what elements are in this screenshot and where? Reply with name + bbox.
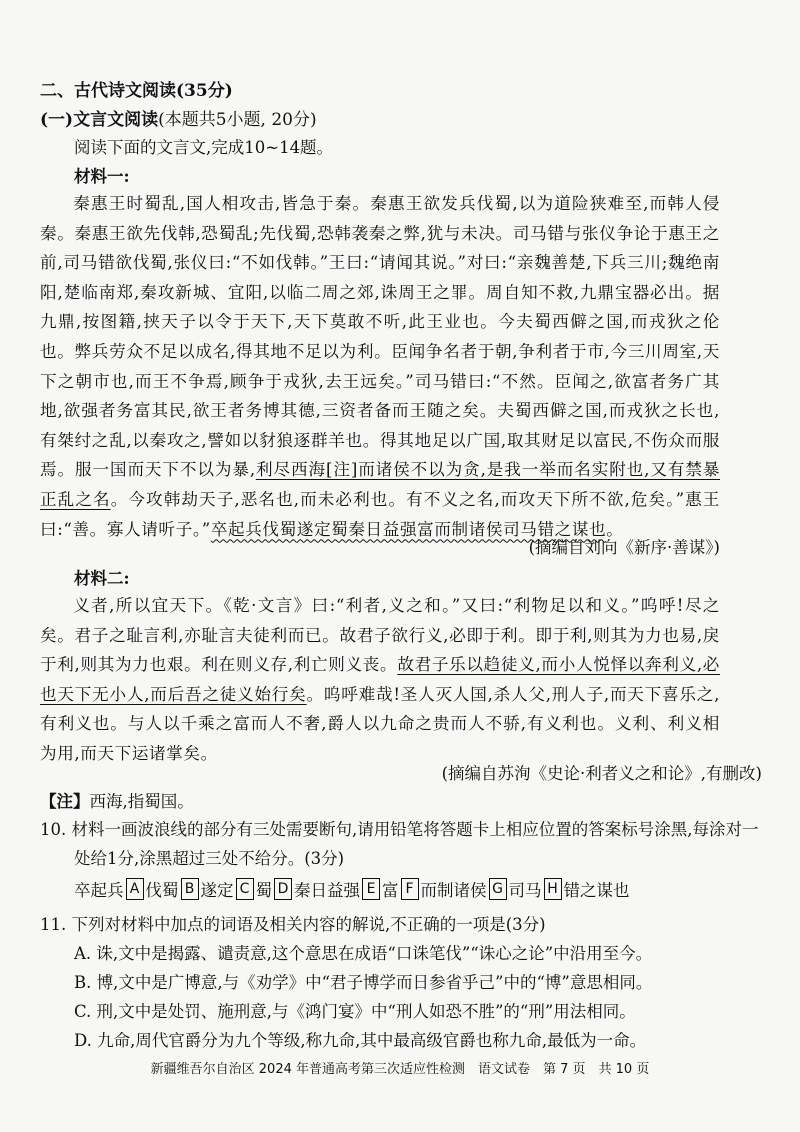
question-10-text: 10. 材料一画波浪线的部分有三处需要断句,请用铅笔将答题卡上相应位置的答案标号涂黑,每涂对一处给1分,涂黑超过三处不给分。(3分) xyxy=(40,820,759,868)
material1-text xyxy=(40,189,720,544)
material2-text-a: 义者,所以宜天下。《乾·文言》曰:“利者,义之和。”又曰:“利物足以和义。”呜呼!尽之矣。君子之耻言利,亦耻言夫徒利而已。故君子欲行义,必即于利。即于利,则其为力也易,戾于利,则其为力也艰。利在则义存,利亡则义丧。 xyxy=(40,596,720,675)
question-10 xyxy=(40,815,760,873)
footnote-label: 【注】 xyxy=(40,792,90,811)
question-11-option-c[interactable]: C. 刑,文中是处罚、施刑意,与《鸿门宴》中“刑人如恐不胜”的“刑”用法相同。 xyxy=(74,1002,636,1021)
answer-box-a[interactable]: A xyxy=(126,878,144,900)
segment-5: 秦日益强 xyxy=(294,881,360,900)
segment-4: 蜀 xyxy=(255,881,272,900)
footnote-text: 西海,指蜀国。 xyxy=(89,792,194,811)
segment-3: 遂定 xyxy=(200,881,234,900)
reading-instruction: 阅读下面的文言文,完成10~14题。 xyxy=(74,138,334,157)
question-11-text: 11. 下列对材料中加点的词语及相关内容的解说,不正确的一项是(3分) xyxy=(40,915,546,934)
material1-source: (摘编自刘向《新序·善谋》) xyxy=(528,538,720,557)
material1-text-a: 秦惠王时蜀乱,国人相攻击,皆急于秦。秦惠王欲发兵伐蜀,以为道险狭难至,而韩人侵秦。秦惠王欲先伐韩,恐蜀乱;先伐蜀,恐韩袭秦之弊,犹与未决。司马错与张仪争论于惠王之前,司马错欲伐蜀,张仪曰:“不如伐韩。”王曰:“请闻其说。”对曰:“亲魏善楚,下兵三川;魏绝南阳,楚临南郑,秦攻新城、宜阳,以临二周之郊,诛周王之罪。周自知不救,九鼎宝器必出。据九鼎,按图籍,挟天子以令于天下,天下莫敢不听,此王业也。今夫蜀西僻之国,而戎狄之伦也。弊兵劳众不足以成名,得其地不足以为利。臣闻争名者于朝,争利者于市,今三川周室,天下之朝市也,而王不争焉,顾争于戎狄,去王远矣。”司马错曰:“不然。臣闻之,欲富者务广其地,欲强者务富其民,欲王者务博其德,三资者备而王随之矣。夫蜀西僻之国,而戎狄之长也,有桀纣之乱,以秦攻之,譬如以豺狼逐群羊也。得其地足以广国,取其财足以富民,不伤众而服焉。服一国而天下不以为暴, xyxy=(40,194,720,480)
segment-6: 富 xyxy=(382,881,399,900)
segment-2: 伐蜀 xyxy=(145,881,179,900)
answer-box-h[interactable]: H xyxy=(544,878,562,900)
subsection-title xyxy=(40,105,317,130)
subsection-title-score: (本题共5小题, 20分) xyxy=(158,110,317,130)
page-footer: 新疆维吾尔自治区 2024 年普通高考第三次适应性检测 语文试卷 第 7 页 共 10 页 xyxy=(150,1062,650,1077)
answer-box-f[interactable]: F xyxy=(401,878,419,900)
footnote xyxy=(40,788,194,812)
material1-underlined: 利尽西海[注]而诸侯不以为贪,是我一举而名实附也,又有禁暴正乱之名 xyxy=(40,460,720,509)
material2-source: (摘编自苏洵《史论·利者义之和论》,有删改) xyxy=(441,764,762,783)
material2-label: 材料二: xyxy=(74,569,130,588)
question-11-option-a[interactable]: A. 诛,文中是揭露、谴责意,这个意思在成语“口诛笔伐”“诛心之论”中沿用至今。 xyxy=(74,944,653,963)
section-title: 二、古代诗文阅读(35分) xyxy=(40,81,233,101)
question-11-option-b[interactable]: B. 博,文中是广博意,与《劝学》中“君子博学而日参省乎己”中的“博”意思相同。 xyxy=(74,973,653,992)
answer-box-c[interactable]: C xyxy=(236,878,254,900)
question-11-option-d[interactable]: D. 九命,周代官爵分为九个等级,称九命,其中最高级官爵也称九命,最低为一命。 xyxy=(74,1031,647,1050)
answer-box-e[interactable]: E xyxy=(362,878,380,900)
material2-underlined: 故君子乐以趋徒义,而小人悦怿以奔利义,必也天下无小人,而后吾之徒义始行矣 xyxy=(40,655,720,704)
material1-wavy-underlined: 卒起兵伐蜀遂定蜀秦日益强富而制诸侯司马错之谋也 xyxy=(210,519,607,539)
segment-8: 司马 xyxy=(508,881,542,900)
answer-box-g[interactable]: G xyxy=(489,878,507,900)
material2-text-b: 。呜呼难哉!圣人灭人国,杀人父,刑人子,而天下喜乐之,有利义也。与人以千乘之富而人不奢,爵人以九命之贵而人不骄,有义利也。义利、利义相为用,而天下运诸掌矣。 xyxy=(40,684,721,763)
segment-9: 错之谋也 xyxy=(563,881,630,900)
question-11 xyxy=(40,910,760,1055)
material1-text-c: 。 xyxy=(606,519,624,539)
material1-text-b: 。今攻韩劫天子,恶名也,而未必利也。有不义之名,而攻天下所不欲,危矣。”惠王曰:“善。寡人请听子。” xyxy=(40,489,720,539)
segment-7: 而制诸侯 xyxy=(420,881,487,900)
answer-box-b[interactable]: B xyxy=(181,878,199,900)
answer-box-d[interactable]: D xyxy=(274,878,292,900)
material2-text xyxy=(40,591,720,769)
subsection-title-main: (一)文言文阅读 xyxy=(40,110,159,130)
question-10-segments xyxy=(74,877,630,901)
material1-label: 材料一: xyxy=(74,167,130,186)
segment-1: 卒起兵 xyxy=(74,881,124,900)
